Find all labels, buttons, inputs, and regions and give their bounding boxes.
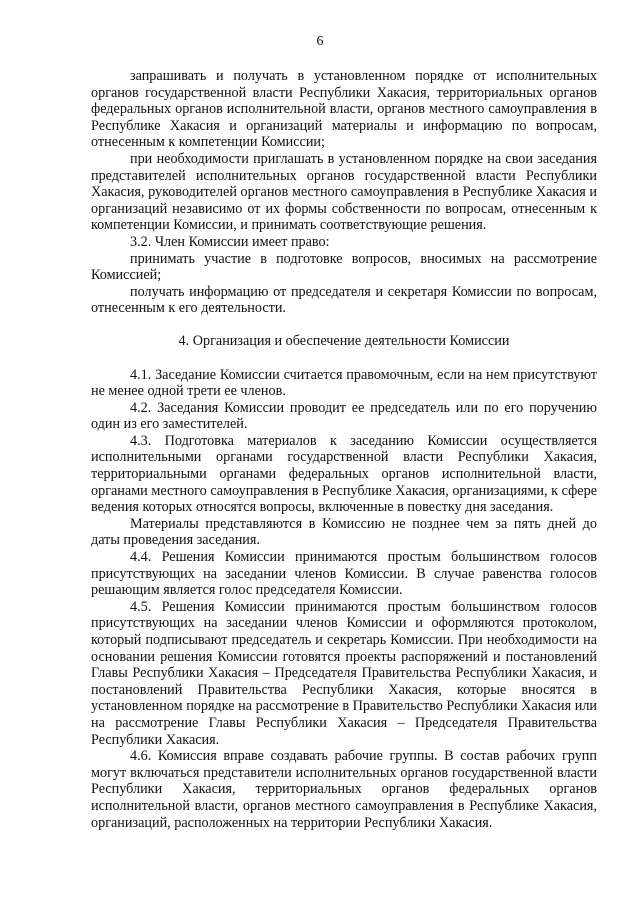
- page-number: 6: [316, 34, 324, 49]
- paragraph-4-4: 4.4. Решения Комиссии принимаются простым большинством голосов присутствующих на заседании членов Комиссии. В случае равенства голосов решающим является голос председателя Комиссии.: [91, 549, 597, 599]
- paragraph-3-2-member-rights: 3.2. Член Комиссии имеет право:: [130, 233, 330, 250]
- paragraph-4-2: 4.2. Заседания Комиссии проводит ее председатель или по его поручению один из его заместителей.: [91, 399, 597, 433]
- paragraph-request-information: запрашивать и получать в установленном порядке от исполнительных органов государственной власти Республики Хакасия, территориальных органов федеральных органов исполнительной власти, органов местного самоуправления в Республике Хакасия и организаций материалы и информацию по вопросам, отнесенным к компетенции Комиссии;: [91, 68, 597, 151]
- paragraph-4-5: 4.5. Решения Комиссии принимаются простым большинством голосов присутствующих на заседании членов Комиссии и оформляются протоколом, который подписывают председатель и секретарь Комиссии. При необходимости на основании решения Комиссии готовятся проекты распоряжений и постановлений Главы Республики Хакасия – Председателя Правительства Республики Хакасия, и постановлений Правительства Республики Хакасия, которые вносятся в установленном порядке на рассмотрение в Правительство Республики Хакасия или на рассмотрение Главы Республики Хакасия – Председателя Правительства Республики Хакасия.: [91, 598, 597, 748]
- paragraph-4-3: 4.3. Подготовка материалов к заседанию Комиссии осуществляется исполнительными органами государственной власти Республики Хакасия, территориальными органами федеральных органов исполнительной власти, органами местного самоуправления в Республике Хакасия, организациями, к сфере ведения которых относятся вопросы, включенные в повестку дня заседания.: [91, 432, 597, 516]
- page-content: [91, 68, 597, 831]
- paragraph-4-6: 4.6. Комиссия вправе создавать рабочие группы. В состав рабочих групп могут включаться представители исполнительных органов государственной власти Республики Хакасия, территориальных органов федеральных органов исполнительной власти, органов местного самоуправления в Республике Хакасия, организаций, расположенных на территории Республики Хакасия.: [91, 748, 597, 831]
- paragraph-materials-deadline: Материалы представляются в Комиссию не позднее чем за пять дней до даты проведения заседания.: [91, 515, 597, 549]
- paragraph-4-1: 4.1. Заседание Комиссии считается правомочным, если на нем присутствуют не менее одной трети ее членов.: [91, 366, 597, 400]
- paragraph-receive-information: получать информацию от председателя и секретаря Комиссии по вопросам, отнесенным к его деятельности.: [91, 283, 597, 317]
- paragraph-participate-preparation: принимать участие в подготовке вопросов, вносимых на рассмотрение Комиссией;: [91, 250, 597, 284]
- paragraph-invite-representatives: при необходимости приглашать в установленном порядке на свои заседания представителей исполнительных органов государственной власти Республики Хакасия, руководителей органов местного самоуправления в Республике Хакасия и организаций независимо от их формы собственности по вопросам, отнесенным к компетенции Комиссии, и принимать соответствующие решения.: [91, 150, 597, 234]
- section-heading: 4. Организация и обеспечение деятельности Комиссии: [178, 332, 510, 349]
